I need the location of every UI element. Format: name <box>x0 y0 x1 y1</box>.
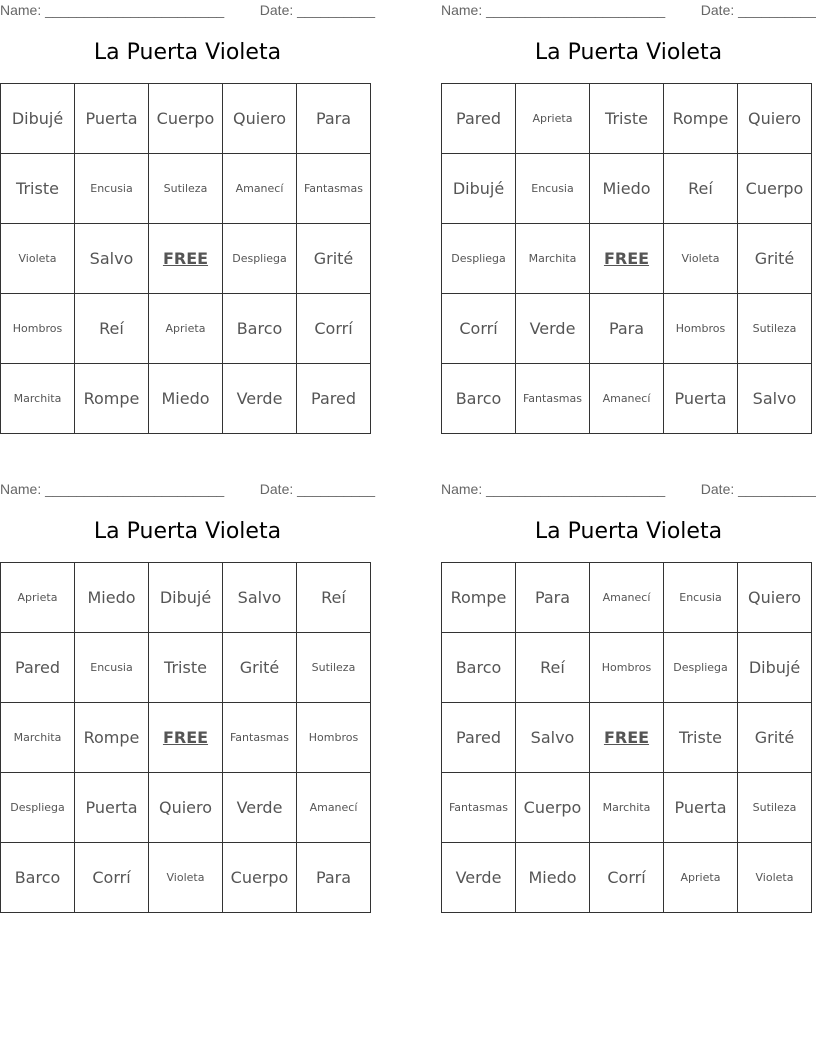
bingo-cell: Quiero <box>223 84 297 154</box>
bingo-cell: Cuerpo <box>149 84 223 154</box>
bingo-cell: Amanecí <box>590 364 664 434</box>
bingo-grid <box>0 562 371 913</box>
bingo-cell: Aprieta <box>516 84 590 154</box>
bingo-cell: Despliega <box>442 224 516 294</box>
bingo-cell: Barco <box>442 364 516 434</box>
bingo-cell: Aprieta <box>1 563 75 633</box>
bingo-cell: Sutileza <box>738 294 812 364</box>
bingo-cell: Grité <box>223 633 297 703</box>
bingo-cell: Corrí <box>590 843 664 913</box>
bingo-grid <box>0 83 371 434</box>
date-label: Date: __________ <box>259 2 375 18</box>
bingo-cell: Fantasmas <box>223 703 297 773</box>
card-title: La Puerta Violeta <box>93 40 282 65</box>
bingo-cell: Verde <box>223 364 297 434</box>
bingo-cell: Quiero <box>738 563 812 633</box>
grid-row <box>1 84 371 154</box>
bingo-cell: Hombros <box>1 294 75 364</box>
name-label: Name: _______________________ <box>441 2 666 18</box>
bingo-cell: Pared <box>442 84 516 154</box>
bingo-cell: Sutileza <box>149 154 223 224</box>
bingo-cell: Para <box>297 843 371 913</box>
bingo-cell: Pared <box>1 633 75 703</box>
grid-row <box>442 773 812 843</box>
bingo-cell: Verde <box>442 843 516 913</box>
bingo-cell: Barco <box>442 633 516 703</box>
bingo-cell: Hombros <box>590 633 664 703</box>
grid-row <box>1 154 371 224</box>
bingo-cell: Hombros <box>297 703 371 773</box>
bingo-cell: Quiero <box>149 773 223 843</box>
name-label: Name: _______________________ <box>0 2 225 18</box>
grid-row <box>442 364 812 434</box>
bingo-cell: Reí <box>75 294 149 364</box>
bingo-cell: Miedo <box>149 364 223 434</box>
bingo-grid <box>441 83 812 434</box>
bingo-cell: Violeta <box>1 224 75 294</box>
bingo-cell: Miedo <box>590 154 664 224</box>
bingo-cell: Reí <box>664 154 738 224</box>
free-space: FREE <box>590 224 664 294</box>
bingo-cell: Pared <box>442 703 516 773</box>
bingo-cell: Encusia <box>75 154 149 224</box>
bingo-cell: Pared <box>297 364 371 434</box>
bingo-cell: Amanecí <box>223 154 297 224</box>
bingo-cell: Cuerpo <box>223 843 297 913</box>
name-label: Name: _______________________ <box>441 481 666 497</box>
bingo-cell: Triste <box>664 703 738 773</box>
bingo-card-3 <box>0 479 375 911</box>
bingo-cell: Hombros <box>664 294 738 364</box>
grid-row <box>1 563 371 633</box>
bingo-cell: Fantasmas <box>297 154 371 224</box>
bingo-card-2 <box>441 0 816 432</box>
grid-row <box>1 224 371 294</box>
bingo-cell: Reí <box>297 563 371 633</box>
bingo-cell: Puerta <box>664 364 738 434</box>
bingo-cell: Salvo <box>223 563 297 633</box>
bingo-cell: Miedo <box>75 563 149 633</box>
bingo-cell: Barco <box>1 843 75 913</box>
bingo-cell: Verde <box>516 294 590 364</box>
grid-row <box>442 154 812 224</box>
bingo-cell: Encusia <box>75 633 149 703</box>
bingo-cell: Fantasmas <box>442 773 516 843</box>
grid-row <box>442 563 812 633</box>
bingo-grid <box>441 562 812 913</box>
grid-row <box>1 703 371 773</box>
grid-row <box>1 364 371 434</box>
bingo-card-4 <box>441 479 816 911</box>
grid-row <box>1 294 371 364</box>
bingo-cell: Despliega <box>223 224 297 294</box>
name-label: Name: _______________________ <box>0 481 225 497</box>
bingo-cell: Encusia <box>516 154 590 224</box>
bingo-cell: Rompe <box>75 364 149 434</box>
grid-row <box>442 703 812 773</box>
date-label: Date: __________ <box>700 2 816 18</box>
bingo-cell: Violeta <box>149 843 223 913</box>
card-title: La Puerta Violeta <box>93 519 282 544</box>
bingo-cell: Corrí <box>75 843 149 913</box>
card-title: La Puerta Violeta <box>534 519 723 544</box>
card-title: La Puerta Violeta <box>534 40 723 65</box>
free-space: FREE <box>149 224 223 294</box>
bingo-cell: Para <box>516 563 590 633</box>
bingo-card-1 <box>0 0 375 432</box>
bingo-cell: Violeta <box>664 224 738 294</box>
grid-row <box>442 843 812 913</box>
bingo-cell: Rompe <box>442 563 516 633</box>
bingo-cell: Puerta <box>664 773 738 843</box>
bingo-cell: Corrí <box>297 294 371 364</box>
bingo-cell: Rompe <box>75 703 149 773</box>
bingo-cell: Dibujé <box>1 84 75 154</box>
free-space: FREE <box>590 703 664 773</box>
bingo-cell: Salvo <box>516 703 590 773</box>
bingo-cell: Fantasmas <box>516 364 590 434</box>
grid-row <box>442 294 812 364</box>
bingo-cell: Salvo <box>738 364 812 434</box>
bingo-cell: Amanecí <box>297 773 371 843</box>
bingo-cell: Marchita <box>590 773 664 843</box>
bingo-cell: Triste <box>590 84 664 154</box>
bingo-cell: Triste <box>149 633 223 703</box>
bingo-cell: Reí <box>516 633 590 703</box>
bingo-cell: Aprieta <box>149 294 223 364</box>
bingo-cell: Marchita <box>516 224 590 294</box>
bingo-cell: Miedo <box>516 843 590 913</box>
bingo-cell: Corrí <box>442 294 516 364</box>
bingo-cell: Violeta <box>738 843 812 913</box>
bingo-cell: Barco <box>223 294 297 364</box>
grid-row <box>442 224 812 294</box>
card-header <box>441 481 816 499</box>
bingo-cell: Marchita <box>1 703 75 773</box>
bingo-cell: Sutileza <box>297 633 371 703</box>
bingo-cell: Para <box>297 84 371 154</box>
bingo-cell: Rompe <box>664 84 738 154</box>
date-label: Date: __________ <box>700 481 816 497</box>
bingo-cell: Amanecí <box>590 563 664 633</box>
grid-row <box>442 84 812 154</box>
bingo-cell: Dibujé <box>738 633 812 703</box>
grid-row <box>442 633 812 703</box>
bingo-cell: Salvo <box>75 224 149 294</box>
bingo-cell: Grité <box>297 224 371 294</box>
bingo-cell: Cuerpo <box>738 154 812 224</box>
card-header <box>0 2 375 20</box>
bingo-cell: Dibujé <box>442 154 516 224</box>
bingo-cell: Despliega <box>1 773 75 843</box>
bingo-cell: Marchita <box>1 364 75 434</box>
bingo-cell: Encusia <box>664 563 738 633</box>
bingo-cell: Cuerpo <box>516 773 590 843</box>
grid-row <box>1 843 371 913</box>
bingo-cell: Sutileza <box>738 773 812 843</box>
card-header <box>441 2 816 20</box>
grid-row <box>1 773 371 843</box>
bingo-cell: Despliega <box>664 633 738 703</box>
date-label: Date: __________ <box>259 481 375 497</box>
bingo-cell: Aprieta <box>664 843 738 913</box>
grid-row <box>1 633 371 703</box>
bingo-cell: Grité <box>738 703 812 773</box>
bingo-cell: Puerta <box>75 773 149 843</box>
bingo-cell: Dibujé <box>149 563 223 633</box>
card-header <box>0 481 375 499</box>
free-space: FREE <box>149 703 223 773</box>
bingo-cell: Grité <box>738 224 812 294</box>
bingo-cell: Puerta <box>75 84 149 154</box>
bingo-cell: Triste <box>1 154 75 224</box>
bingo-cell: Verde <box>223 773 297 843</box>
bingo-cell: Quiero <box>738 84 812 154</box>
bingo-cell: Para <box>590 294 664 364</box>
